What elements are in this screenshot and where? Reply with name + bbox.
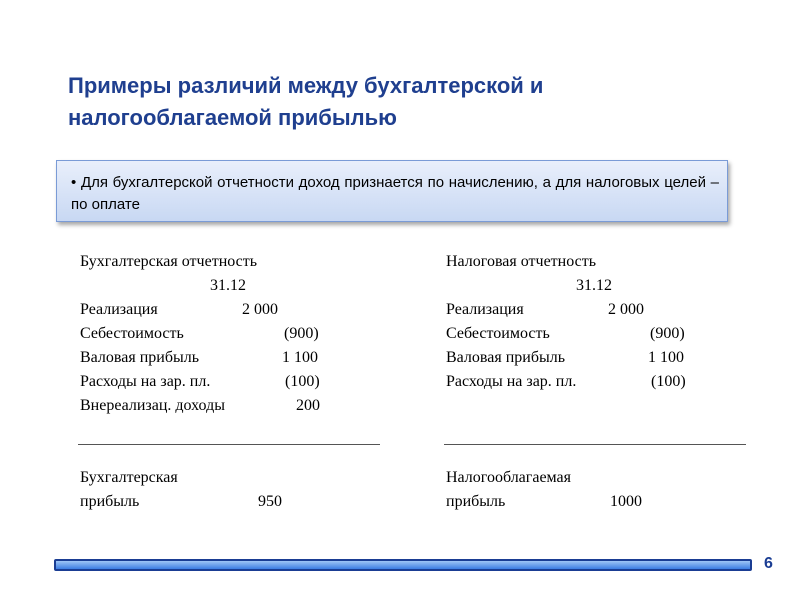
row-label: Валовая прибыль [80,349,199,366]
note-box [56,160,728,222]
row-value: 2 000 [242,301,278,318]
accounting-statement [80,250,380,418]
row-label: Валовая прибыль [446,349,565,366]
divider-left [78,444,380,445]
row-label: Себестоимость [446,325,550,342]
slide-title: Примеры различий между бухгалтерской и налогооблагаемой прибылью [68,73,544,130]
row-value: (100) [285,373,320,390]
result-label: Налогооблагаемая [446,469,572,486]
table-row [80,322,380,346]
result-value: 1000 [610,493,642,510]
row-label: Себестоимость [80,325,184,342]
row-label: Расходы на зар. пл. [80,373,211,390]
taxable-profit [446,466,642,514]
table-row [80,370,380,394]
tax-statement [446,250,746,394]
table-row [446,370,746,394]
row-value: 1 100 [282,349,318,366]
table-row [80,346,380,370]
date-value: 31.12 [210,277,246,294]
row-value: (100) [651,373,686,390]
statement-heading: Бухгалтерская отчетность [80,253,258,270]
table-row [446,346,746,370]
statement-date [446,274,746,298]
result-label: Бухгалтерская [80,469,178,486]
row-value: 2 000 [608,301,644,318]
row-label: Расходы на зар. пл. [446,373,577,390]
page-number: 6 [764,555,773,572]
statement-heading: Налоговая отчетность [446,253,597,270]
table-row [446,298,746,322]
note-text: • Для бухгалтерской отчетности доход признается по начислению, а для налоговых целей – по оплате [71,174,719,213]
row-label: Реализация [80,301,158,318]
footer-bar [54,559,752,571]
date-value: 31.12 [576,277,612,294]
table-row [446,322,746,346]
row-label: Реализация [446,301,524,318]
divider-right [444,444,746,445]
table-row [80,394,380,418]
table-row [80,298,380,322]
accounting-profit [80,466,282,514]
row-value: (900) [650,325,685,342]
row-label: Внереализац. доходы [80,397,225,414]
result-label: прибыль [80,493,140,510]
statement-date [80,274,380,298]
row-value: 1 100 [648,349,684,366]
result-label: прибыль [446,493,506,510]
result-value: 950 [258,493,282,510]
row-value: (900) [284,325,319,342]
row-value: 200 [296,397,320,414]
